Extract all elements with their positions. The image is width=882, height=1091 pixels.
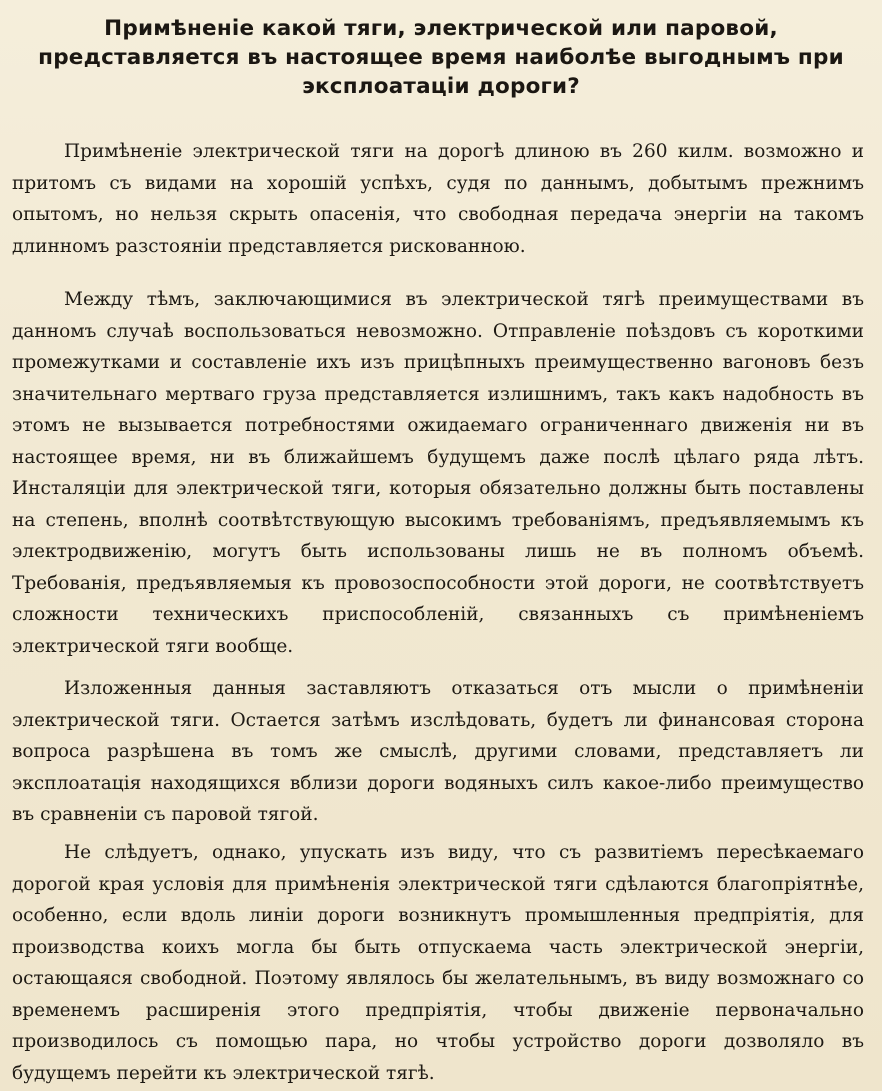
paragraph-3: Изложенныя данныя заставляютъ отказаться отъ мысли о примѣненіи электрической тяги. Остается затѣмъ изслѣдовать, будетъ ли финансовая сторона вопроса разрѣшена въ томъ же смыслѣ, другими словами, представляетъ ли эксплоатація находящихся вблизи дороги водяныхъ силъ какое-либо преимущество въ сравненіи съ паровой тягой. — [12, 678, 864, 825]
paragraph-1: Примѣненіе электрической тяги на дорогѣ длиною въ 260 килм. возможно и притомъ съ видами на хорошій успѣхъ, судя по даннымъ, добытымъ прежнимъ опытомъ, но нельзя скрыть опасенія, что свободная передача энергіи на такомъ длинномъ разстояніи представляется рискованною. — [12, 141, 864, 257]
document-heading: Примѣненіе какой тяги, электрической или паровой, представляется въ настоящее время наиболѣе выгоднымъ при эксплоатаціи дороги? — [38, 16, 844, 99]
paragraph-2: Между тѣмъ, заключающимися въ электрической тягѣ преимуществами въ данномъ случаѣ воспользоваться невозможно. Отправленіе поѣздовъ съ короткими промежутками и составленіе ихъ изъ прицѣпныхъ преимущественно вагоновъ безъ значительнаго мертваго груза представляется излишнимъ, такъ какъ надобность въ этомъ не вызывается потребностями ожидаемаго ограниченнаго движенія ни въ настоящее время, ни въ ближайшемъ будущемъ даже послѣ цѣлаго ряда лѣтъ. Инсталяціи для электрической тяги, которыя обязательно должны быть поставлены на степень, вполнѣ соотвѣтствующую высокимъ требованіямъ, предъявляемымъ къ электродвиженію, могутъ быть использованы лишь не въ полномъ объемѣ. Требованія, предъявляемыя къ провозоспособности этой дороги, не соотвѣтствуетъ сложности техническихъ приспособленій, связанныхъ съ примѣненіемъ электрической тяги вообще. — [12, 289, 864, 657]
paragraph-4: Не слѣдуетъ, однако, упускать изъ виду, что съ развитіемъ пересѣкаемаго дорогой края условія для примѣненія электрической тяги сдѣлаются благопріятнѣе, особенно, если вдоль линіи дороги возникнутъ промышленныя предпріятія, для производства коихъ могла бы быть отпускаема часть электрической энергіи, остающаяся свободной. Поэтому являлось бы желательнымъ, въ виду возможнаго со временемъ расширенія этого предпріятія, чтобы движеніе первоначально производилось съ помощью пара, но чтобы устройство дороги дозволяло въ будущемъ перейти къ электрической тягѣ. — [12, 842, 864, 1084]
